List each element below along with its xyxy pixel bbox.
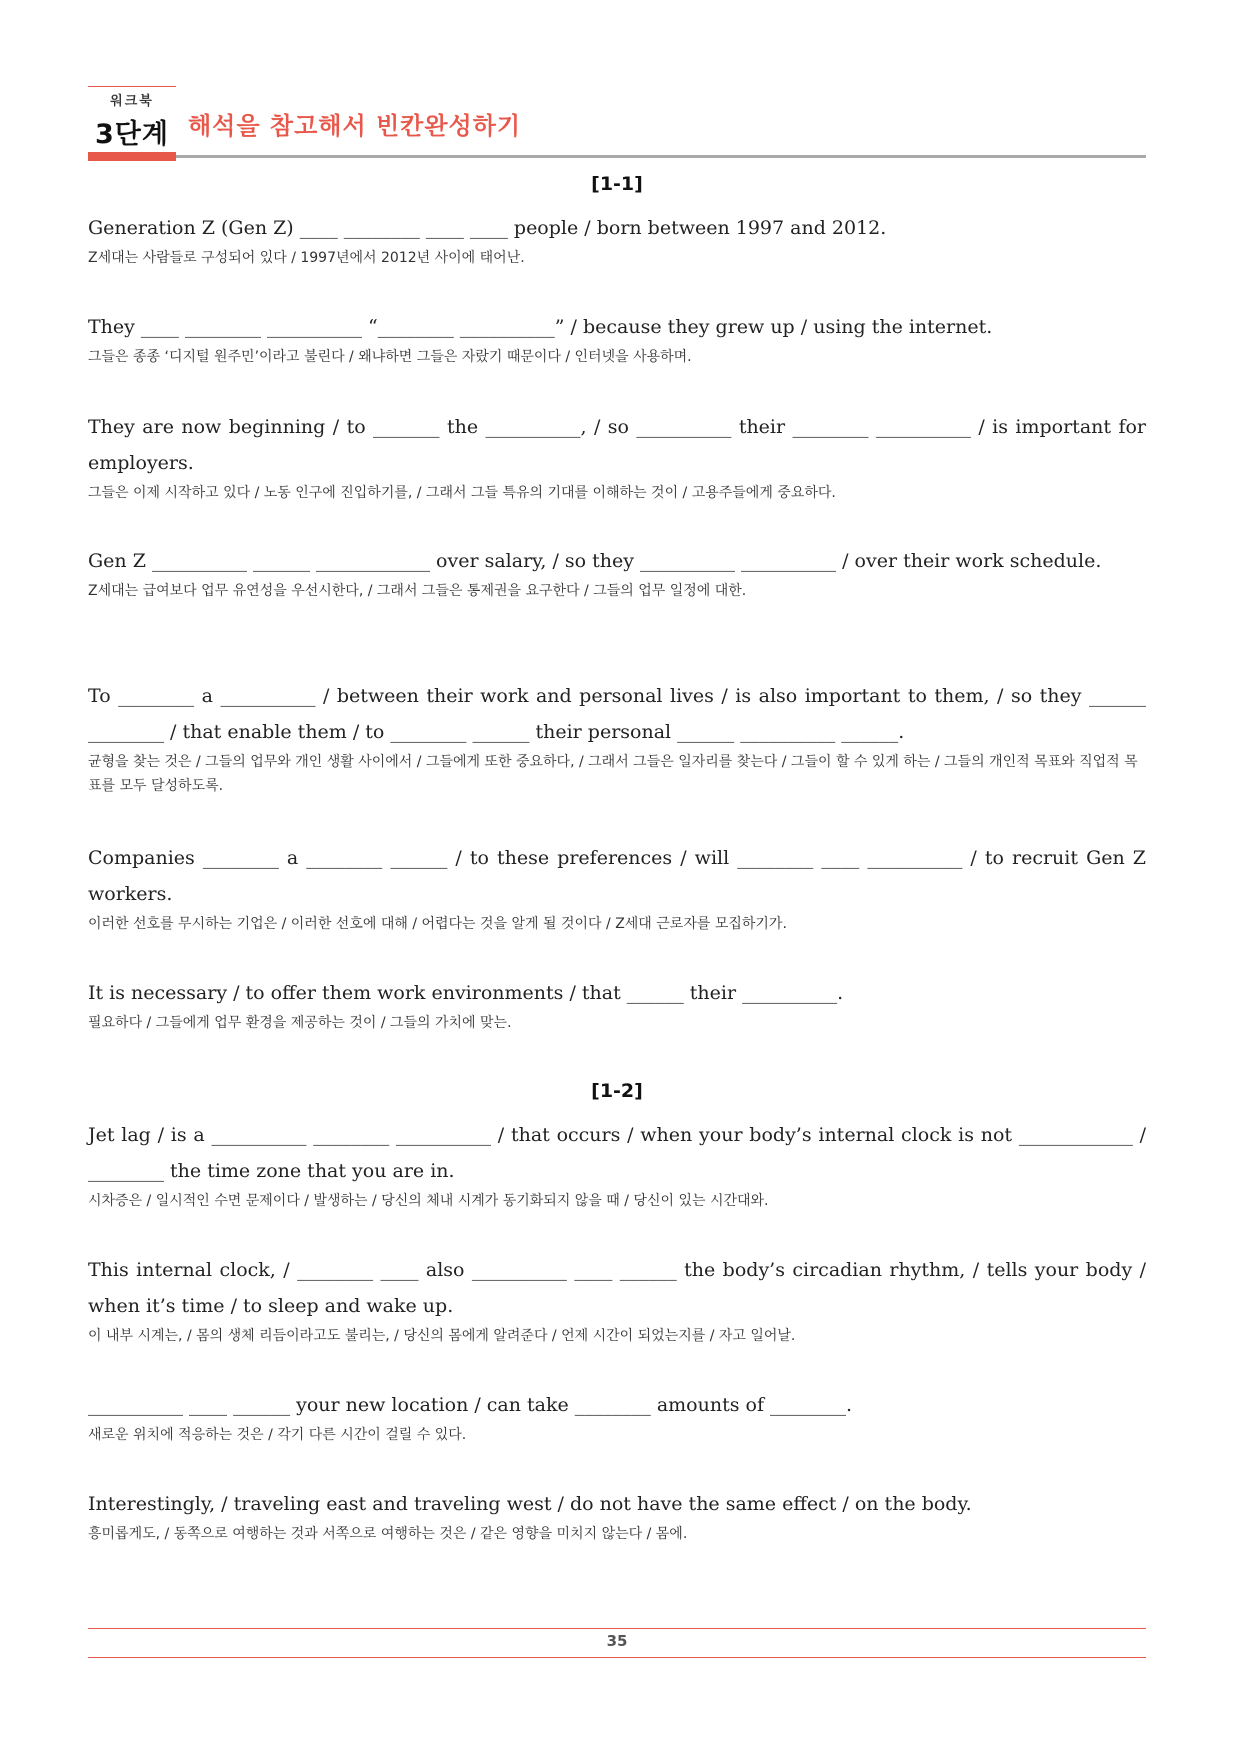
page-header — [88, 86, 1146, 166]
english-sentence: __________ ____ ______ your new location / can take ________ amounts of ________. — [88, 1394, 853, 1416]
header-divider — [176, 155, 1146, 158]
exercise-item — [88, 1486, 1146, 1546]
exercise-item — [88, 678, 1146, 798]
workbook-label: 워크북 — [110, 94, 154, 109]
english-sentence: Companies ________ a ________ ______ / to these preferences / will ________ ____ __________ / to recruit Gen Z workers. — [88, 847, 1146, 905]
exercise-item — [88, 1117, 1146, 1213]
english-sentence: They are now beginning / to _______ the __________, / so __________ their ________ __________ / is important for employers. — [88, 416, 1146, 474]
exercise-item — [88, 210, 1146, 270]
english-sentence: It is necessary / to offer them work environments / that ______ their __________. — [88, 982, 844, 1004]
english-sentence: Jet lag / is a __________ ________ __________ / that occurs / when your body’s internal clock is not ____________ / ________ the time zone that you are in. — [88, 1124, 1146, 1182]
exercise-item — [88, 975, 1146, 1035]
exercise-item — [88, 309, 1146, 369]
english-sentence: Generation Z (Gen Z) ____ ________ ____ ____ people / born between 1997 and 2012. — [88, 217, 887, 239]
korean-translation: 균형을 찾는 것은 / 그들의 업무와 개인 생활 사이에서 / 그들에게 또한 중요하다, / 그래서 그들은 일자리를 찾는다 / 그들이 할 수 있게 하는 / 그들의 개인적 목표와 직업적 목표를 모두 달성하도록. — [88, 754, 1138, 794]
korean-translation: Z세대는 급여보다 업무 유연성을 우선시한다, / 그래서 그들은 통제권을 요구한다 / 그들의 업무 일정에 대한. — [88, 583, 747, 599]
korean-translation: 이러한 선호를 무시하는 기업은 / 이러한 선호에 대해 / 어렵다는 것을 알게 될 것이다 / Z세대 근로자를 모집하기가. — [88, 916, 787, 932]
korean-translation: Z세대는 사람들로 구성되어 있다 / 1997년에서 2012년 사이에 태어난. — [88, 250, 525, 266]
section-title-1-2: [1-2] — [591, 1080, 643, 1102]
exercise-item — [88, 409, 1146, 505]
korean-translation: 시차증은 / 일시적인 수면 문제이다 / 발생하는 / 당신의 체내 시계가 동기화되지 않을 때 / 당신이 있는 시간대와. — [88, 1193, 769, 1209]
exercise-item — [88, 543, 1146, 603]
badge-bar — [88, 152, 176, 161]
korean-translation: 필요하다 / 그들에게 업무 환경을 제공하는 것이 / 그들의 가치에 맞는. — [88, 1015, 512, 1031]
exercise-item — [88, 840, 1146, 936]
badge-top-line — [88, 86, 176, 87]
english-sentence: They ____ ________ __________ “________ __________” / because they grew up / using the internet. — [88, 316, 993, 338]
korean-translation: 이 내부 시계는, / 몸의 생체 리듬이라고도 불리는, / 당신의 몸에게 알려준다 / 언제 시간이 되었는지를 / 자고 일어날. — [88, 1328, 796, 1344]
korean-translation: 그들은 이제 시작하고 있다 / 노동 인구에 진입하기를, / 그래서 그들 특유의 기대를 이해하는 것이 / 고용주들에게 중요하다. — [88, 485, 836, 501]
section-title-1-1: [1-1] — [591, 173, 643, 195]
exercise-item — [88, 1252, 1146, 1348]
page-title: 해석을 참고해서 빈칸완성하기 — [188, 112, 522, 140]
step-label: 3단계 — [95, 119, 169, 150]
exercise-item — [88, 1387, 1146, 1447]
english-sentence: Interestingly, / traveling east and traveling west / do not have the same effect / on the body. — [88, 1493, 972, 1515]
english-sentence: To ________ a __________ / between their work and personal lives / is also important to them, / so they ______ ________ / that enable them / to ________ ______ their personal ______ __________ ______. — [88, 685, 1146, 743]
footer-top-line — [88, 1628, 1146, 1629]
korean-translation: 그들은 종종 ‘디지털 원주민’이라고 불린다 / 왜냐하면 그들은 자랐기 때문이다 / 인터넷을 사용하며. — [88, 349, 692, 365]
page-number: 35 — [606, 1632, 628, 1650]
english-sentence: Gen Z __________ ______ ____________ over salary, / so they __________ __________ / over their work schedule. — [88, 550, 1102, 572]
korean-translation: 새로운 위치에 적응하는 것은 / 각기 다른 시간이 걸릴 수 있다. — [88, 1427, 467, 1443]
footer-bottom-line — [88, 1657, 1146, 1658]
korean-translation: 흥미롭게도, / 동쪽으로 여행하는 것과 서쪽으로 여행하는 것은 / 같은 영향을 미치지 않는다 / 몸에. — [88, 1526, 688, 1542]
english-sentence: This internal clock, / ________ ____ also __________ ____ ______ the body’s circadian rhythm, / tells your body / when it’s time / to sleep and wake up. — [88, 1259, 1146, 1317]
